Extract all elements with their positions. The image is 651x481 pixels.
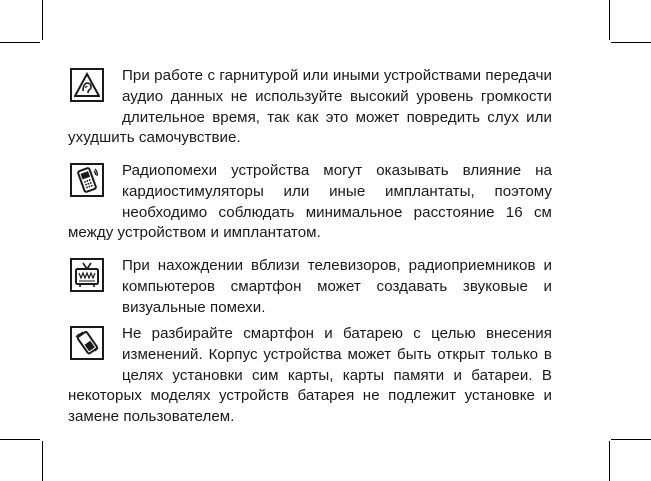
safety-note-text: При нахождении вблизи телевизоров, радиоприемников и компьютеров смартфон может создавать звуковые и визуальные помехи. xyxy=(122,257,552,316)
crop-mark-bottom-left xyxy=(42,441,43,481)
safety-note-disassembly xyxy=(68,324,552,428)
tv-interference-icon xyxy=(70,258,104,292)
crop-mark-top-left xyxy=(42,0,43,40)
crop-mark-left-top xyxy=(0,42,40,43)
safety-note-text: Не разбирайте смартфон и батарею с целью внесения изменений. Корпус устройства может быть открыт только в целях установки сим карты, карты памяти и батареи. В некоторых моделях устройств батарея не подлежит установке и замене пользователем. xyxy=(68,325,552,426)
battery-disassembly-icon xyxy=(70,326,104,360)
safety-note-hearing xyxy=(68,66,552,149)
safety-note-text: При работе с гарнитурой или иными устройствами передачи аудио данных не используйте высокий уровень громкости длительное время, так как это может повредить слух или ухудшить самочувствие. xyxy=(68,67,552,147)
hearing-warning-icon xyxy=(70,68,104,102)
safety-note-tv-interference xyxy=(68,256,552,318)
crop-mark-top-right xyxy=(609,0,610,40)
safety-note-text: Радиопомехи устройства могут оказывать влияние на кардиостимуляторы или иные имплантаты, поэтому необходимо соблюдать минимальное расстояние 16 см между устройством и имплантатом. xyxy=(68,162,552,242)
crop-mark-left-bottom xyxy=(0,439,40,440)
crop-mark-right-top xyxy=(611,42,651,43)
safety-note-implants xyxy=(68,161,552,244)
crop-mark-right-bottom xyxy=(611,439,651,440)
phone-interference-icon xyxy=(70,163,104,197)
crop-mark-bottom-right xyxy=(609,441,610,481)
